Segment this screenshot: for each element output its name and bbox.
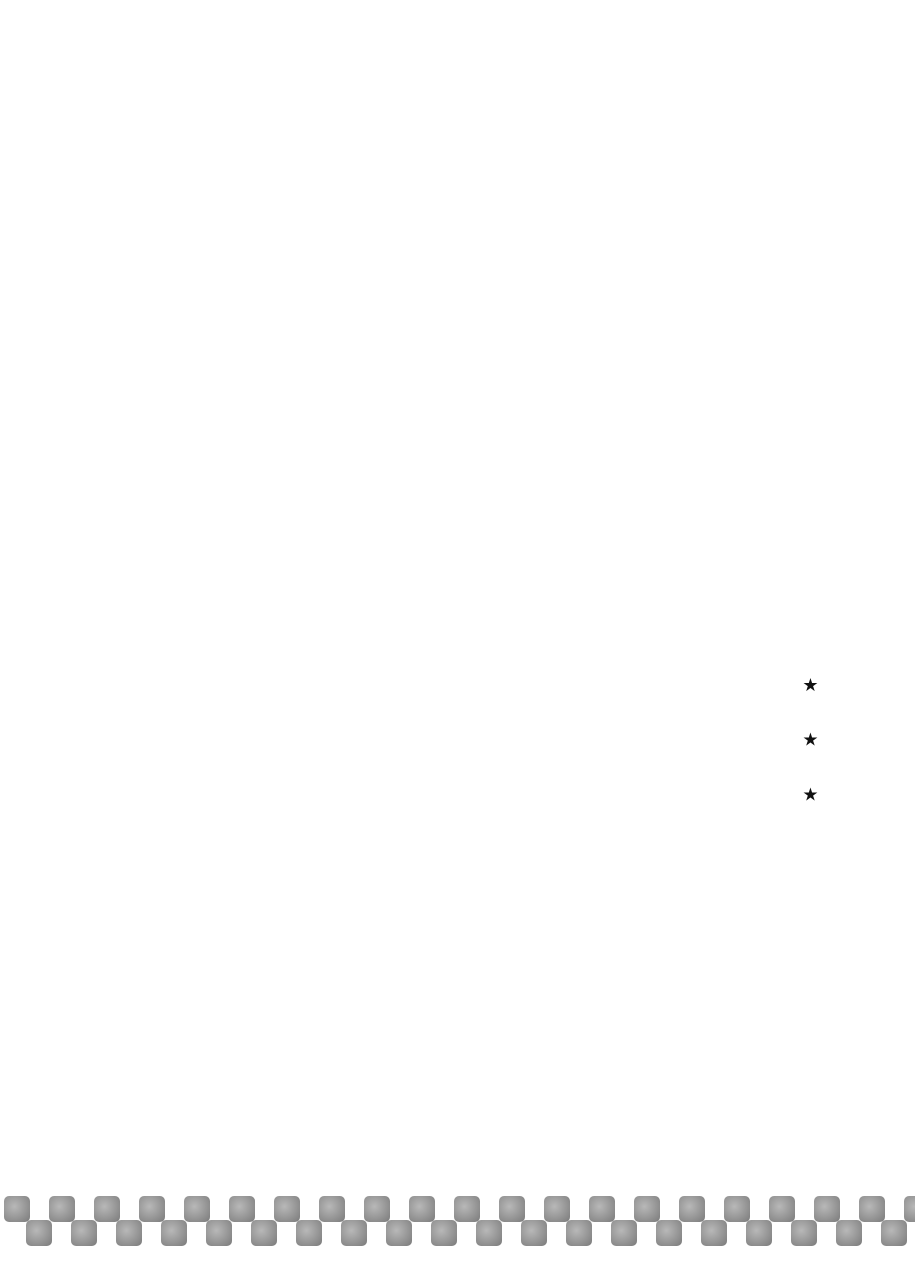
border-tile <box>319 1196 345 1222</box>
border-tile <box>881 1220 907 1246</box>
border-tile <box>769 1196 795 1222</box>
border-tile <box>4 1196 30 1222</box>
border-tile <box>499 1196 525 1222</box>
border-tile <box>26 1220 52 1246</box>
section-break: ★ ★ ★ <box>800 675 821 820</box>
border-tile <box>364 1196 390 1222</box>
border-tile <box>71 1220 97 1246</box>
border-tile <box>746 1220 772 1246</box>
border-tile <box>589 1196 615 1222</box>
border-tile <box>814 1196 840 1222</box>
border-tile <box>139 1196 165 1222</box>
border-tile <box>724 1196 750 1222</box>
border-tile <box>544 1196 570 1222</box>
border-tile <box>161 1220 187 1246</box>
border-tile <box>611 1220 637 1246</box>
border-tile <box>656 1220 682 1246</box>
border-tile <box>49 1196 75 1222</box>
border-tile <box>836 1220 862 1246</box>
border-tile <box>634 1196 660 1222</box>
border-tile <box>116 1220 142 1246</box>
border-tile <box>274 1196 300 1222</box>
decorative-border <box>0 1192 915 1254</box>
border-tile <box>566 1220 592 1246</box>
border-tile <box>904 1196 915 1222</box>
border-tile <box>386 1220 412 1246</box>
border-tile <box>251 1220 277 1246</box>
border-tile <box>859 1196 885 1222</box>
border-tile <box>679 1196 705 1222</box>
border-tile <box>94 1196 120 1222</box>
border-tile <box>409 1196 435 1222</box>
border-tile <box>206 1220 232 1246</box>
border-tile <box>521 1220 547 1246</box>
border-tile <box>431 1220 457 1246</box>
border-tile <box>454 1196 480 1222</box>
border-tile <box>341 1220 367 1246</box>
border-tile <box>184 1196 210 1222</box>
border-tile <box>229 1196 255 1222</box>
border-tile <box>476 1220 502 1246</box>
border-tile <box>296 1220 322 1246</box>
border-tile <box>701 1220 727 1246</box>
border-tile <box>791 1220 817 1246</box>
